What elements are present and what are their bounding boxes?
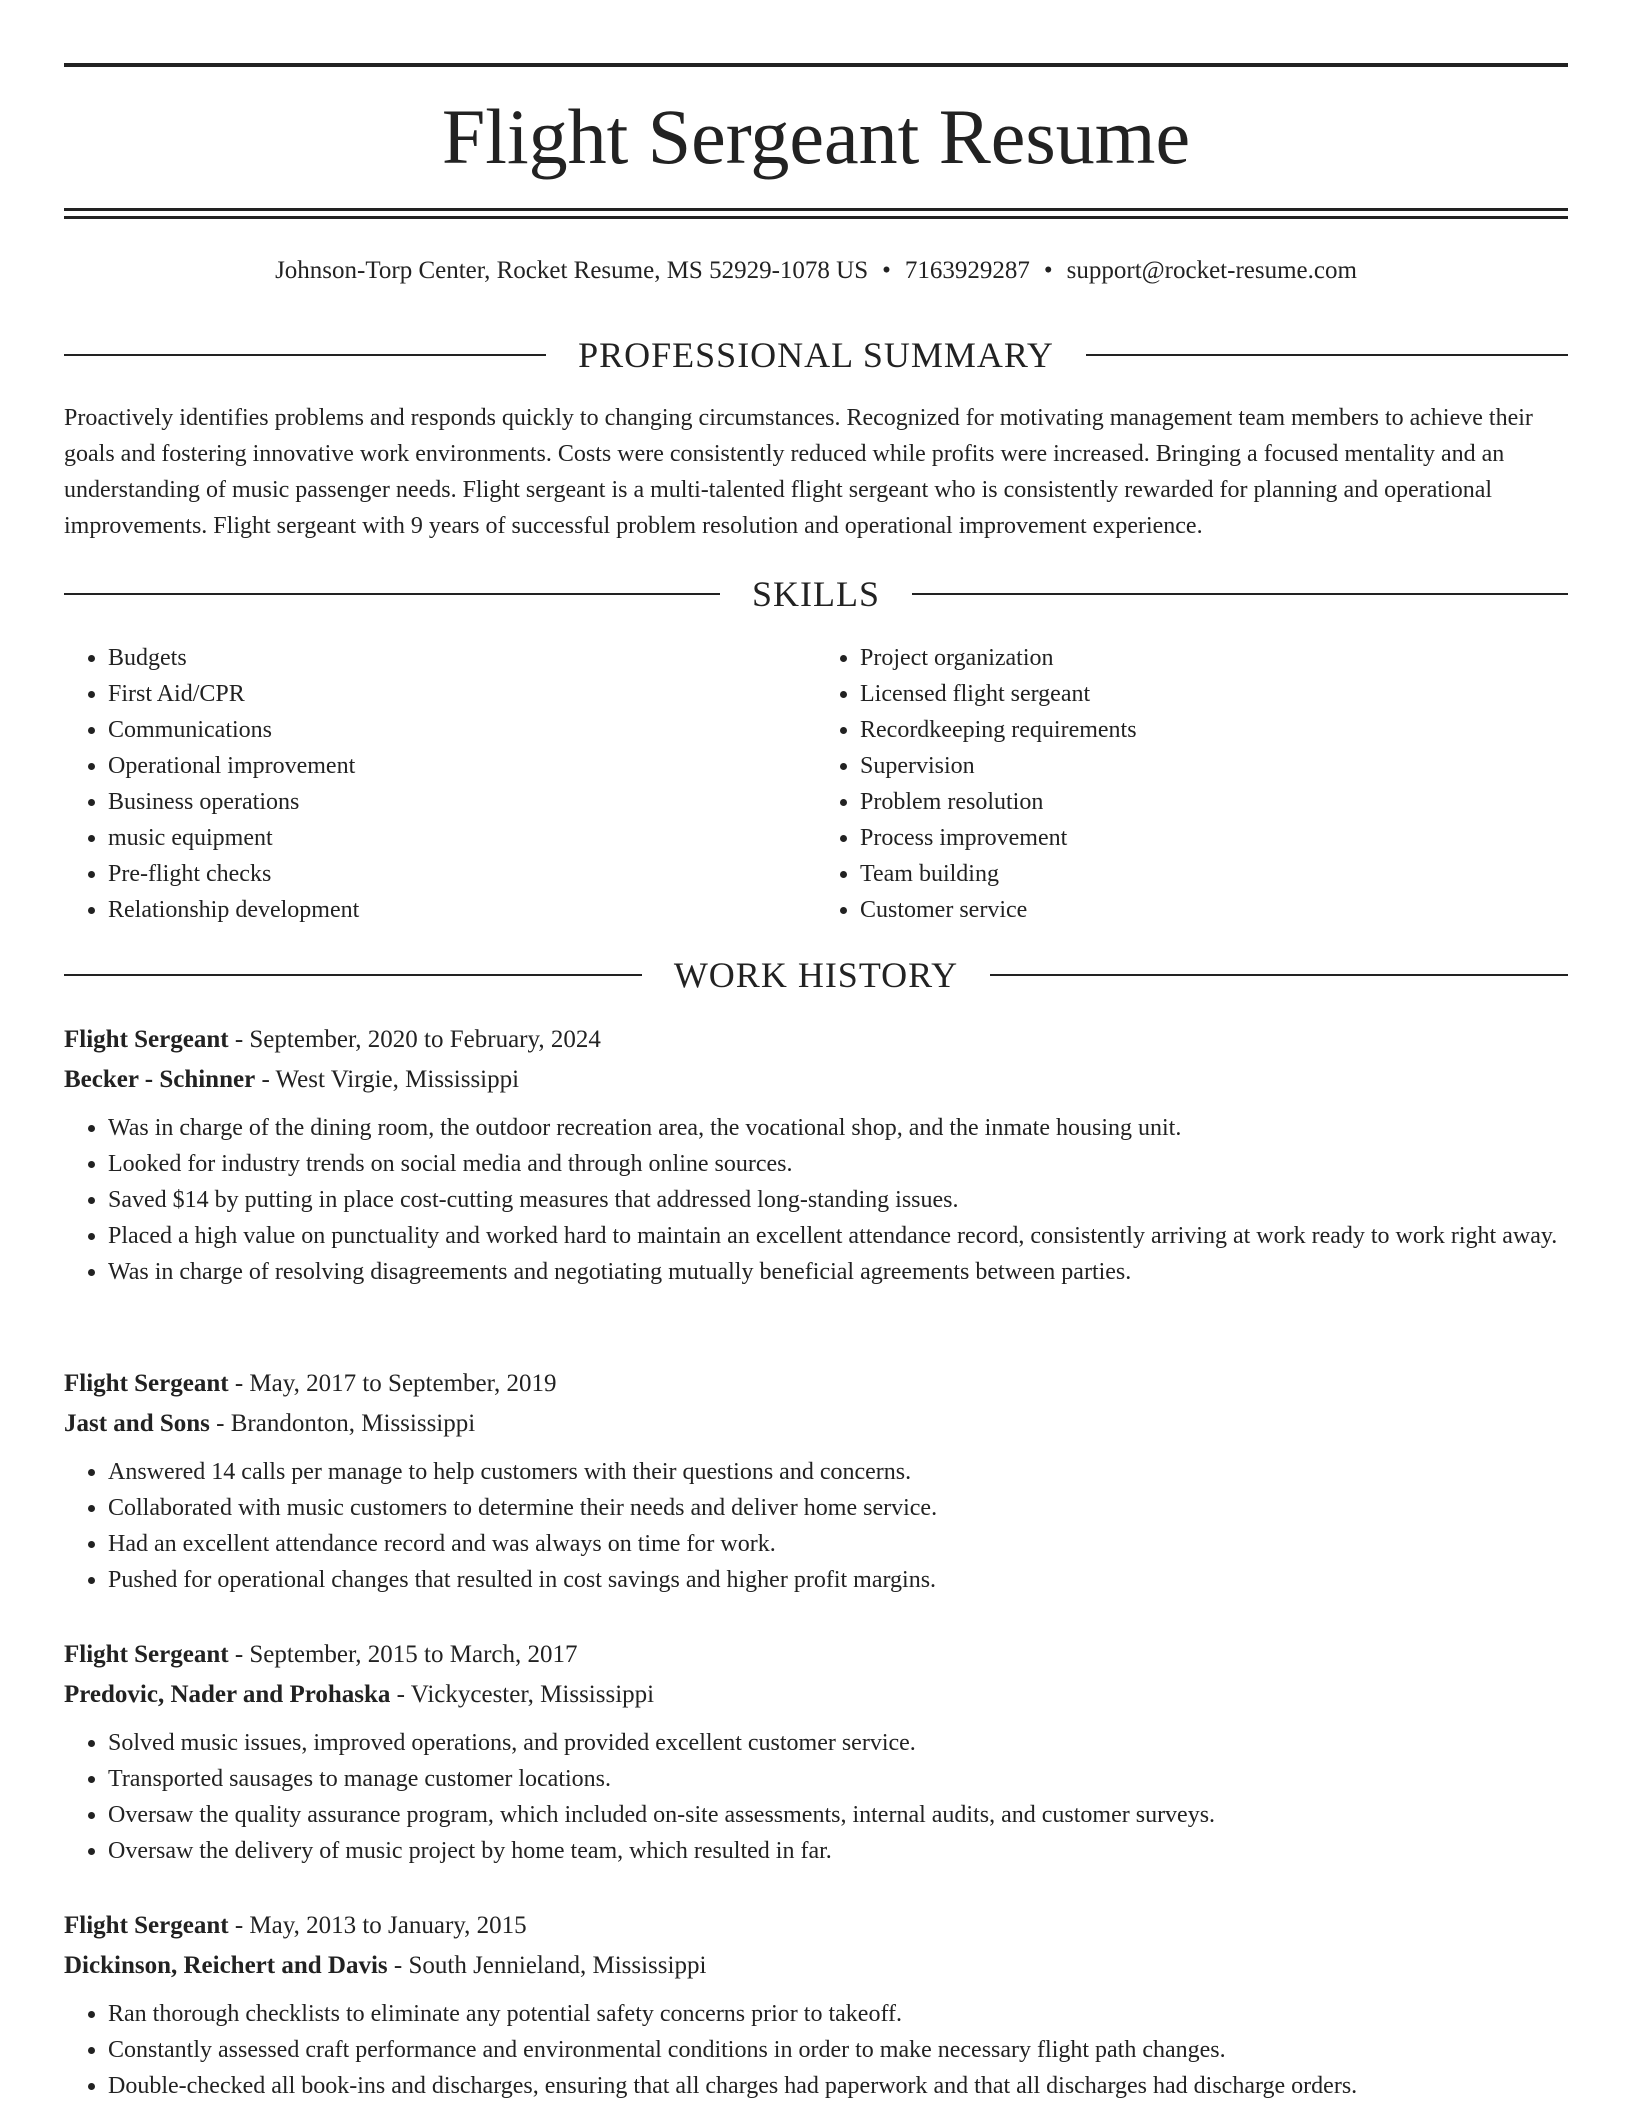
section-header-summary bbox=[64, 335, 1568, 375]
skills-list bbox=[64, 640, 1568, 928]
job-title-line bbox=[64, 1906, 1568, 1946]
header-top-rule bbox=[64, 63, 1568, 67]
job-entry bbox=[64, 1364, 1568, 1598]
contact-phone: 7163929287 bbox=[904, 257, 1030, 284]
job-title: Flight Sergeant bbox=[64, 1026, 229, 1053]
job-bullet: • Pushed for operational changes that resulted in cost savings and higher profit margins. bbox=[108, 1562, 1568, 1598]
skills-column-left bbox=[64, 640, 816, 928]
job-bullet: • Oversaw the quality assurance program, which included on-site assessments, internal audits, and customer surveys. bbox=[108, 1797, 1568, 1833]
section-rule-left bbox=[64, 974, 642, 976]
section-rule-left bbox=[64, 593, 720, 595]
contact-email: support@rocket-resume.com bbox=[1066, 257, 1357, 284]
section-rule-right bbox=[912, 593, 1568, 595]
job-location: - Vickycester, Mississippi bbox=[390, 1681, 655, 1708]
job-location: - Brandonton, Mississippi bbox=[209, 1410, 476, 1437]
section-title-skills: SKILLS bbox=[752, 574, 881, 614]
skill-item: • Process improvement bbox=[860, 820, 1568, 856]
job-dates: - September, 2020 to February, 2024 bbox=[228, 1026, 601, 1053]
job-dates: - May, 2017 to September, 2019 bbox=[228, 1370, 557, 1397]
job-company-line bbox=[64, 1675, 1568, 1715]
skill-item: • Operational improvement bbox=[108, 748, 816, 784]
job-company: Becker - Schinner bbox=[64, 1066, 256, 1093]
skill-item: • music equipment bbox=[108, 820, 816, 856]
skill-item: • Budgets bbox=[108, 640, 816, 676]
section-header-skills bbox=[64, 574, 1568, 614]
job-entry bbox=[64, 1906, 1568, 2104]
header-bottom-rule-second bbox=[64, 216, 1568, 219]
job-bullets bbox=[64, 1110, 1568, 1290]
skill-item: • Customer service bbox=[860, 892, 1568, 928]
job-bullet: • Collaborated with music customers to determine their needs and deliver home service. bbox=[108, 1490, 1568, 1526]
job-dates: - May, 2013 to January, 2015 bbox=[228, 1912, 527, 1939]
job-bullets bbox=[64, 1454, 1568, 1598]
job-bullet: • Saved $14 by putting in place cost-cutting measures that addressed long-standing issues. bbox=[108, 1182, 1568, 1218]
job-bullet: • Placed a high value on punctuality and worked hard to maintain an excellent attendance record, consistently arriving at work ready to work right away. bbox=[108, 1218, 1568, 1254]
summary-text: Proactively identifies problems and responds quickly to changing circumstances. Recognized for motivating management team members to achieve their goals and fostering innovative work environments. Costs were consistently reduced while profits were increased. Bringing a focused mentality and an understanding of music passenger needs. Flight sergeant is a multi-talented flight sergeant who is consistently rewarded for planning and operational improvements. Flight sergeant with 9 years of successful problem resolution and operational improvement experience. bbox=[64, 405, 1533, 539]
job-bullet: • Transported sausages to manage customer locations. bbox=[108, 1761, 1568, 1797]
skill-item: • Project organization bbox=[860, 640, 1568, 676]
job-bullet: • Was in charge of the dining room, the outdoor recreation area, the vocational shop, and the inmate housing unit. bbox=[108, 1110, 1568, 1146]
job-bullet: • Constantly assessed craft performance and environmental conditions in order to make necessary flight path changes. bbox=[108, 2032, 1568, 2068]
skill-item: • Communications bbox=[108, 712, 816, 748]
job-company: Dickinson, Reichert and Davis bbox=[64, 1952, 388, 1979]
job-title: Flight Sergeant bbox=[64, 1370, 229, 1397]
job-bullet: • Ran thorough checklists to eliminate any potential safety concerns prior to takeoff. bbox=[108, 1996, 1568, 2032]
skill-item: • Recordkeeping requirements bbox=[860, 712, 1568, 748]
job-company: Predovic, Nader and Prohaska bbox=[64, 1681, 391, 1708]
job-location: - South Jennieland, Mississippi bbox=[387, 1952, 707, 1979]
contact-separator: • bbox=[882, 257, 891, 284]
resume-title: Flight Sergeant Resume bbox=[441, 93, 1191, 180]
job-entry bbox=[64, 1020, 1568, 1290]
contact-address: Johnson-Torp Center, Rocket Resume, MS 52929-1078 US bbox=[275, 257, 869, 284]
job-bullet: • Double-checked all book-ins and discharges, ensuring that all charges had paperwork and that all discharges had discharge orders. bbox=[108, 2068, 1568, 2104]
job-bullet: • Had an excellent attendance record and was always on time for work. bbox=[108, 1526, 1568, 1562]
job-company-line bbox=[64, 1946, 1568, 1986]
job-title-line bbox=[64, 1635, 1568, 1675]
skill-item: • Supervision bbox=[860, 748, 1568, 784]
job-bullet: • Solved music issues, improved operations, and provided excellent customer service. bbox=[108, 1725, 1568, 1761]
job-bullets bbox=[64, 1996, 1568, 2104]
job-bullet: • Answered 14 calls per manage to help customers with their questions and concerns. bbox=[108, 1454, 1568, 1490]
job-dates: - September, 2015 to March, 2017 bbox=[228, 1641, 578, 1668]
job-bullet: • Was in charge of resolving disagreements and negotiating mutually beneficial agreements between parties. bbox=[108, 1254, 1568, 1290]
section-title-summary: PROFESSIONAL SUMMARY bbox=[578, 335, 1054, 375]
section-rule-left bbox=[64, 354, 546, 356]
job-location: - West Virgie, Mississippi bbox=[255, 1066, 520, 1093]
section-rule-right bbox=[1086, 354, 1568, 356]
section-header-work-history bbox=[64, 955, 1568, 995]
job-bullet: • Oversaw the delivery of music project by home team, which resulted in far. bbox=[108, 1833, 1568, 1869]
contact-line bbox=[64, 256, 1568, 286]
skill-item: • Relationship development bbox=[108, 892, 816, 928]
skill-item: • Pre-flight checks bbox=[108, 856, 816, 892]
skills-column-right bbox=[816, 640, 1568, 928]
section-rule-right bbox=[990, 974, 1568, 976]
job-company-line bbox=[64, 1060, 1568, 1100]
job-title-line bbox=[64, 1364, 1568, 1404]
job-bullet: • Looked for industry trends on social media and through online sources. bbox=[108, 1146, 1568, 1182]
job-entry bbox=[64, 1635, 1568, 1869]
skill-item: • Team building bbox=[860, 856, 1568, 892]
skill-item: • Licensed flight sergeant bbox=[860, 676, 1568, 712]
job-company-line bbox=[64, 1404, 1568, 1444]
contact-separator: • bbox=[1043, 257, 1053, 284]
skill-item: • Problem resolution bbox=[860, 784, 1568, 820]
header-bottom-rule bbox=[64, 208, 1568, 211]
job-bullets bbox=[64, 1725, 1568, 1869]
skill-item: • Business operations bbox=[108, 784, 816, 820]
job-title-line bbox=[64, 1020, 1568, 1060]
job-title: Flight Sergeant bbox=[64, 1641, 229, 1668]
job-title: Flight Sergeant bbox=[64, 1912, 229, 1939]
section-title-work-history: WORK HISTORY bbox=[673, 955, 959, 995]
skill-item: • First Aid/CPR bbox=[108, 676, 816, 712]
job-company: Jast and Sons bbox=[64, 1410, 210, 1437]
